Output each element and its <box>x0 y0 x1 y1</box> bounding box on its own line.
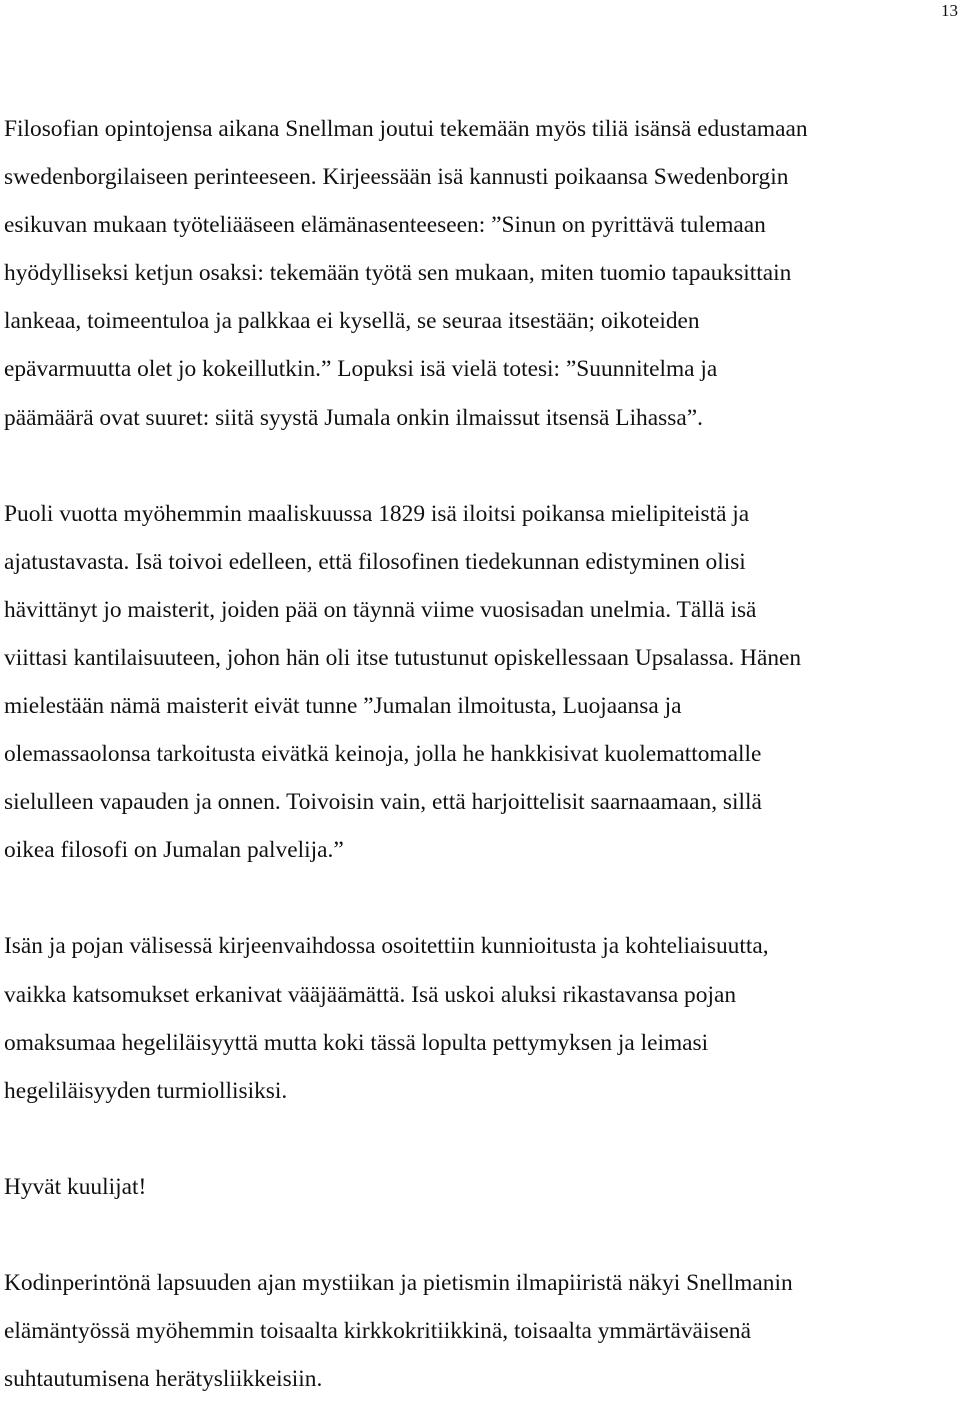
text-line: ajatustavasta. Isä toivoi edelleen, että filosofinen tiedekunnan edistyminen olisi <box>4 548 746 575</box>
text-line: oikea filosofi on Jumalan palvelija.” <box>4 837 344 864</box>
paragraph-father-letter-1829 <box>4 490 956 875</box>
text-line: epävarmuutta olet jo kokeillutkin.” Lopuksi isä vielä totesi: ”Suunnitelma ja <box>4 356 718 383</box>
page-body <box>4 105 956 1403</box>
text-line: esikuvan mukaan työteliääseen elämänasenteeseen: ”Sinun on pyrittävä tulemaan <box>4 212 766 239</box>
text-line: suhtautumisena herätysliikkeisiin. <box>4 1366 323 1393</box>
text-line: Isän ja pojan välisessä kirjeenvaihdossa osoitettiin kunnioitusta ja kohteliaisuutta, <box>4 933 769 960</box>
text-line: omaksumaa hegeliläisyyttä mutta koki tässä lopulta pettymyksen ja leimasi <box>4 1029 709 1056</box>
text-line: hegeliläisyyden turmiollisiksi. <box>4 1077 288 1104</box>
text-line: hävittänyt jo maisterit, joiden pää on täynnä viime vuosisadan unelmia. Tällä isä <box>4 596 757 623</box>
text-line: hyödylliseksi ketjun osaksi: tekemään työtä sen mukaan, miten tuomio tapauksittain <box>4 260 792 287</box>
text-line: Filosofian opintojensa aikana Snellman joutui tekemään myös tiliä isänsä edustamaan <box>4 116 808 142</box>
text-line: sielulleen vapauden ja onnen. Toivoisin vain, että harjoittelisit saarnaamaan, sillä <box>4 789 762 816</box>
text-line: viittasi kantilaisuuteen, johon hän oli itse tutustunut opiskellessaan Upsalassa. Hänen <box>4 644 802 671</box>
text-line: mielestään nämä maisterit eivät tunne ”Jumalan ilmoitusta, Luojaansa ja <box>4 693 682 720</box>
text-line: lankeaa, toimeentuloa ja palkkaa ei kysellä, se seuraa itsestään; oikoteiden <box>4 308 700 335</box>
paragraph-spacer <box>4 1211 956 1259</box>
paragraph-spacer <box>4 442 956 490</box>
page-number: 13 <box>941 1 958 20</box>
text-line: Puoli vuotta myöhemmin maaliskuussa 1829 isä iloitsi poikansa mielipiteistä ja <box>4 500 750 527</box>
paragraph-snellman-studies <box>4 105 956 442</box>
text-line: Kodinperintönä lapsuuden ajan mystiikan ja pietismin ilmapiiristä näkyi Snellmanin <box>4 1269 793 1296</box>
paragraph-correspondence <box>4 922 956 1114</box>
text-line: vaikka katsomukset erkanivat vääjäämättä. Isä uskoi aluksi rikastavansa pojan <box>4 981 737 1008</box>
text-line: elämäntyössä myöhemmin toisaalta kirkkokritiikkinä, toisaalta ymmärtäväisenä <box>4 1317 752 1344</box>
paragraph-salutation <box>4 1163 956 1211</box>
paragraph-spacer <box>4 1115 956 1163</box>
text-line: päämäärä ovat suuret: siitä syystä Jumala onkin ilmaissut itsensä Lihassa”. <box>4 404 703 431</box>
paragraph-spacer <box>4 874 956 922</box>
text-line: olemassaolonsa tarkoitusta eivätkä keinoja, jolla he hankkisivat kuolemattomalle <box>4 741 762 768</box>
text-line: swedenborgilaiseen perinteeseen. Kirjeessään isä kannusti poikaansa Swedenborgin <box>4 164 789 191</box>
text-line: Hyvät kuulijat! <box>4 1173 147 1200</box>
paragraph-legacy <box>4 1259 956 1403</box>
